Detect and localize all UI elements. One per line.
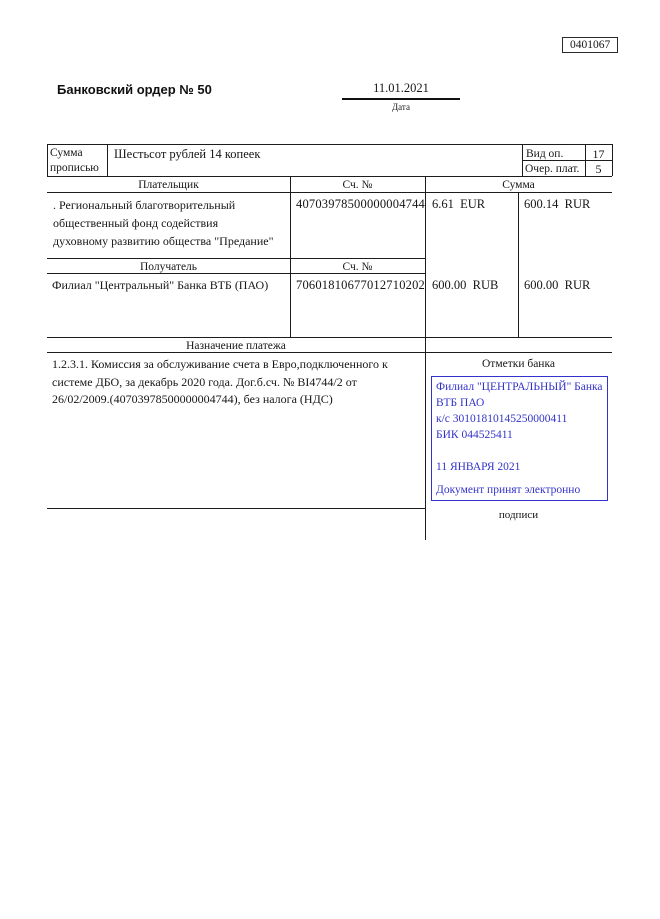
amount-words-value: Шестьсот рублей 14 копеек <box>114 147 261 161</box>
purpose-text <box>52 356 424 409</box>
table-border-line <box>612 144 613 176</box>
payee-account-number: 70601810677012710202 <box>296 278 425 292</box>
stamp-bik: БИК 044525411 <box>436 429 513 441</box>
payee-account-label: Сч. № <box>342 261 373 273</box>
date-value: 11.01.2021 <box>342 81 460 100</box>
table-border-line <box>290 176 291 337</box>
payer-name-line: духовному развитию общества "Предание" <box>53 234 274 248</box>
bank-marks-label: Отметки банка <box>482 358 555 370</box>
table-border-line <box>47 508 425 509</box>
date-label: Дата <box>392 102 410 112</box>
stamp-bank-name-line: ВТБ ПАО <box>436 397 485 409</box>
amount-column-label: Сумма <box>502 179 535 191</box>
table-border-line <box>47 144 48 176</box>
op-type-value: 17 <box>592 147 605 161</box>
table-border-line <box>47 258 425 259</box>
bank-stamp <box>431 376 608 501</box>
priority-label: Очер. плат. <box>525 163 580 175</box>
stamp-corr-account: к/с 30101810145250000411 <box>436 413 568 425</box>
payer-section-label: Плательщик <box>138 179 199 191</box>
payer-name <box>53 196 274 250</box>
payee-section-label: Получатель <box>139 261 198 273</box>
table-border-line <box>47 176 612 177</box>
payer-amount-rur: 600.14 RUR <box>524 197 591 211</box>
payer-account-label: Сч. № <box>342 179 373 191</box>
form-code-box <box>562 37 618 53</box>
payer-name-line: . Региональный благотворительный <box>53 198 236 212</box>
op-type-label: Вид оп. <box>526 148 564 160</box>
table-border-line <box>107 144 108 176</box>
payer-amount-currency: 6.61 EUR <box>432 197 486 211</box>
table-border-line <box>47 337 612 338</box>
purpose-text-line: 1.2.3.1. Комиссия за обслуживание счета в Евро,подключенного к <box>52 357 388 371</box>
form-code: 0401067 <box>570 39 611 51</box>
purpose-text-line: системе ДБО, за декабрь 2020 года. Дог.б.сч. № BI4744/2 от <box>52 374 357 389</box>
priority-value: 5 <box>595 162 602 176</box>
signatures-label: подписи <box>498 509 539 521</box>
table-border-line <box>522 144 523 176</box>
payee-amount-currency: 600.00 RUB <box>432 278 499 292</box>
amount-words-label: Сумма прописью <box>50 147 99 174</box>
stamp-date: 11 ЯНВАРЯ 2021 <box>436 461 521 473</box>
stamp-accepted-note: Документ принят электронно <box>436 484 581 496</box>
table-border-line <box>47 192 612 193</box>
stamp-bank-name-line: Филиал "ЦЕНТРАЛЬНЫЙ" Банка <box>436 381 603 393</box>
document-title: Банковский ордер № 50 <box>57 82 212 97</box>
payee-amount-rur: 600.00 RUR <box>524 278 591 292</box>
table-border-line <box>518 192 519 337</box>
purpose-section-label: Назначение платежа <box>186 340 286 352</box>
purpose-text-line: 26/02/2009.(40703978500000004744), без налога (НДС) <box>52 392 333 406</box>
payee-name: Филиал "Центральный" Банка ВТБ (ПАО) <box>52 278 269 292</box>
table-border-line <box>47 144 612 145</box>
date-block <box>342 81 460 112</box>
payer-account-number: 40703978500000004744 <box>296 197 425 211</box>
payer-name-line: общественный фонд содействия <box>53 216 219 230</box>
